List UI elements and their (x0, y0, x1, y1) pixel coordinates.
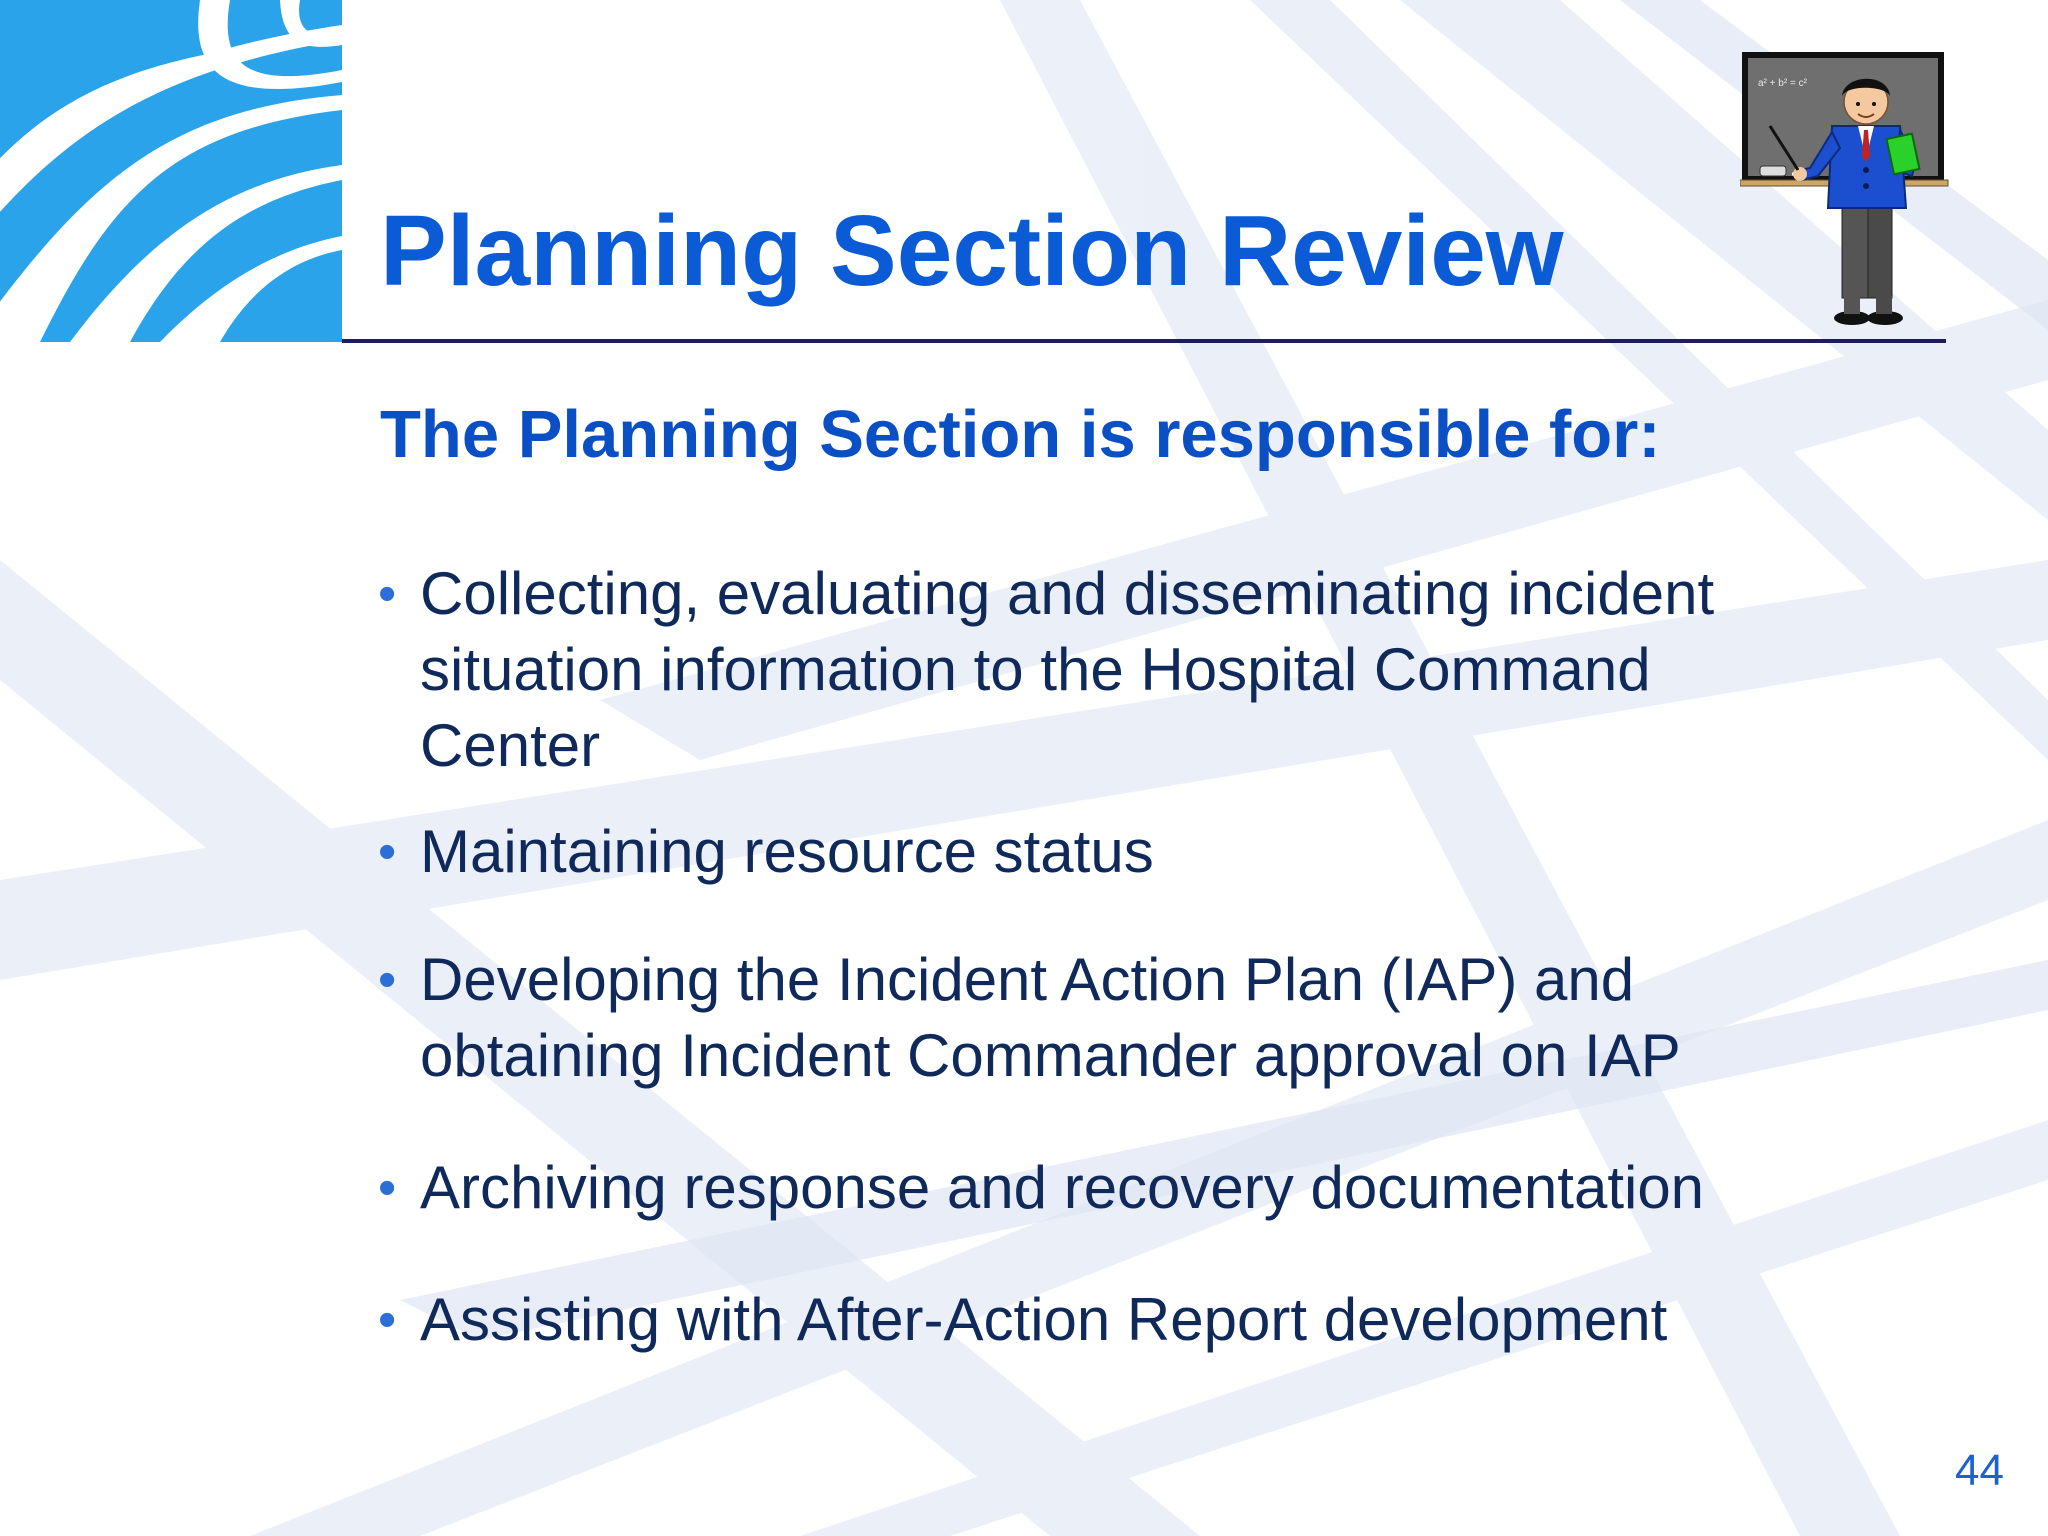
slide-title: Planning Section Review (380, 195, 1564, 307)
bullet-dot: • (378, 1159, 397, 1217)
list-item (378, 1150, 1798, 1226)
bullet-text: Developing the Incident Action Plan (IAP) and obtaining Incident Commander approval on IAP (420, 946, 1681, 1089)
list-item (378, 814, 1798, 890)
blackboard-formula: a² + b² = c² (1758, 78, 1807, 89)
bullet-dot: • (378, 823, 397, 881)
bullet-text: Archiving response and recovery documentation (420, 1154, 1705, 1221)
list-item (378, 942, 1798, 1094)
bullet-dot: • (378, 565, 397, 623)
corner-logo-graphic (0, 0, 342, 342)
bullet-text: Collecting, evaluating and disseminating incident situation information to the Hospital Command Center (420, 560, 1715, 779)
bullet-text: Assisting with After-Action Report development (420, 1286, 1668, 1353)
bullet-dot: • (378, 1291, 397, 1349)
slide-subtitle: The Planning Section is responsible for: (380, 397, 1661, 472)
page-number: 44 (1955, 1446, 2004, 1495)
bullet-dot: • (378, 951, 397, 1009)
bullet-text: Maintaining resource status (420, 818, 1154, 885)
list-item (378, 1282, 1798, 1358)
bullet-list (378, 556, 1798, 1358)
title-divider-line (342, 339, 1946, 343)
list-item (378, 556, 1798, 784)
teacher-at-blackboard-icon (1740, 48, 1950, 328)
